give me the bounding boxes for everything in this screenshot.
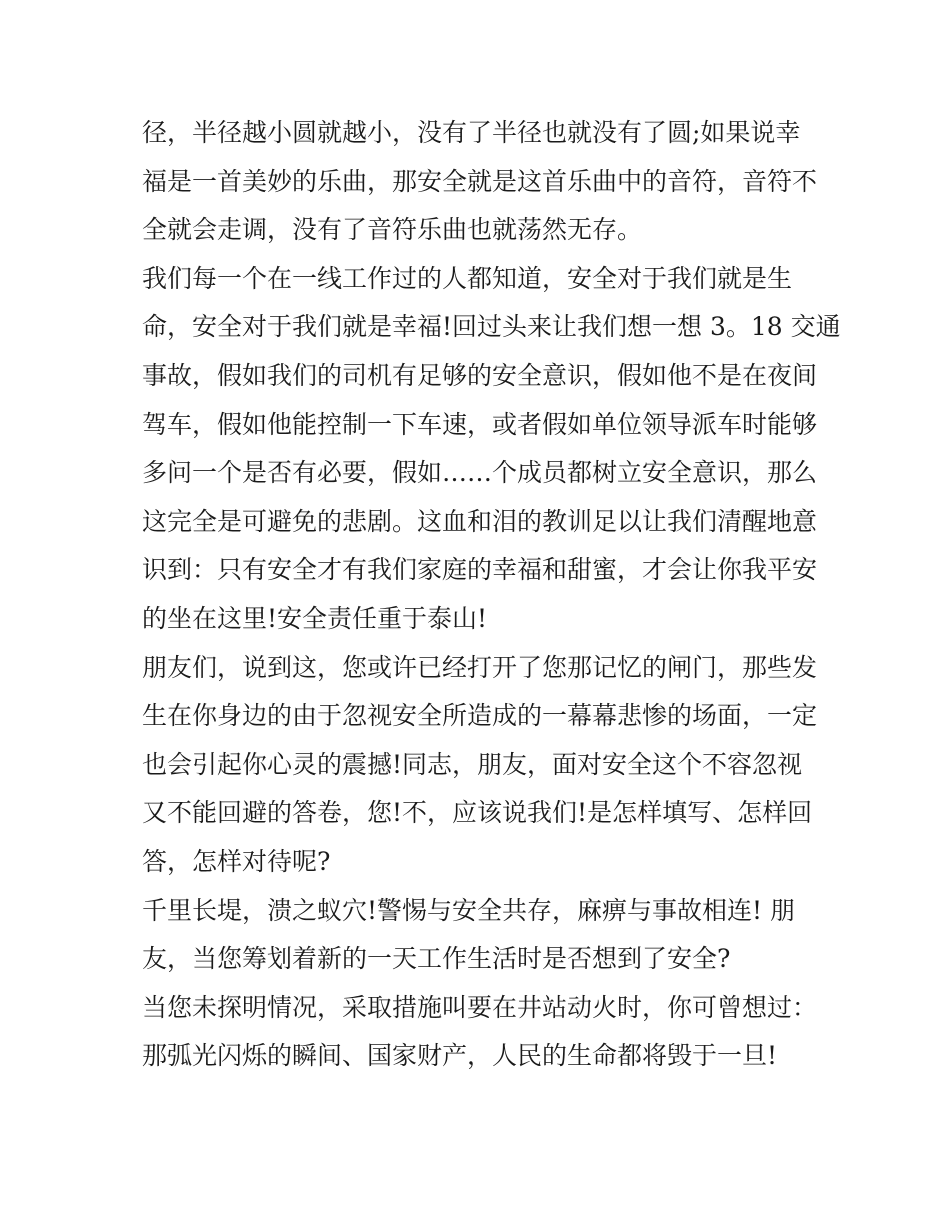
text-line: 福是一首美妙的乐曲，那安全就是这首乐曲中的音符，音符不 [142,166,818,196]
text-line: 的坐在这里!安全责任重于泰山! [142,603,488,633]
text-line: 答，怎样对待呢? [142,846,331,876]
text-line: 我们每一个在一线工作过的人都知道，安全对于我们就是生 [142,263,793,293]
text-line: 这完全是可避免的悲剧。这血和泪的教训足以让我们清醒地意 [142,506,818,536]
body-text [142,109,841,1081]
text-line: 全就会走调，没有了音符乐曲也就荡然无存。 [142,215,643,245]
text-line: 友，当您筹划着新的一天工作生活时是否想到了安全? [142,944,731,974]
text-line: 命，安全对于我们就是幸福!回过头来让我们想一想 3。18 交通 [142,312,841,342]
text-line: 生在你身边的由于忽视安全所造成的一幕幕悲惨的场面，一定 [142,701,818,731]
text-line: 也会引起你心灵的震撼!同志，朋友，面对安全这个不容忽视 [142,749,803,779]
text-line: 又不能回避的答卷，您!不，应该说我们!是怎样填写、怎样回 [142,798,813,828]
text-line: 识到：只有安全才有我们家庭的幸福和甜蜜，才会让你我平安 [142,555,818,585]
text-line: 千里长堤，溃之蚁穴!警惕与安全共存，麻痹与事故相连! 朋 [142,895,796,925]
text-line: 径，半径越小圆就越小，没有了半径也就没有了圆;如果说幸 [142,118,801,147]
text-line: 事故，假如我们的司机有足够的安全意识，假如他不是在夜间 [142,360,818,390]
text-line: 当您未探明情况，采取措施叫要在井站动火时，你可曾想过： [142,992,818,1022]
text-line: 多问一个是否有必要，假如……个成员都树立安全意识，那么 [142,458,818,488]
text-line: 那弧光闪烁的瞬间、国家财产，人民的生命都将毁于一旦! [142,1041,778,1071]
text-line: 驾车，假如他能控制一下车速，或者假如单位领导派车时能够 [142,409,818,439]
text-line: 朋友们，说到这，您或许已经打开了您那记忆的闸门，那些发 [142,652,818,682]
